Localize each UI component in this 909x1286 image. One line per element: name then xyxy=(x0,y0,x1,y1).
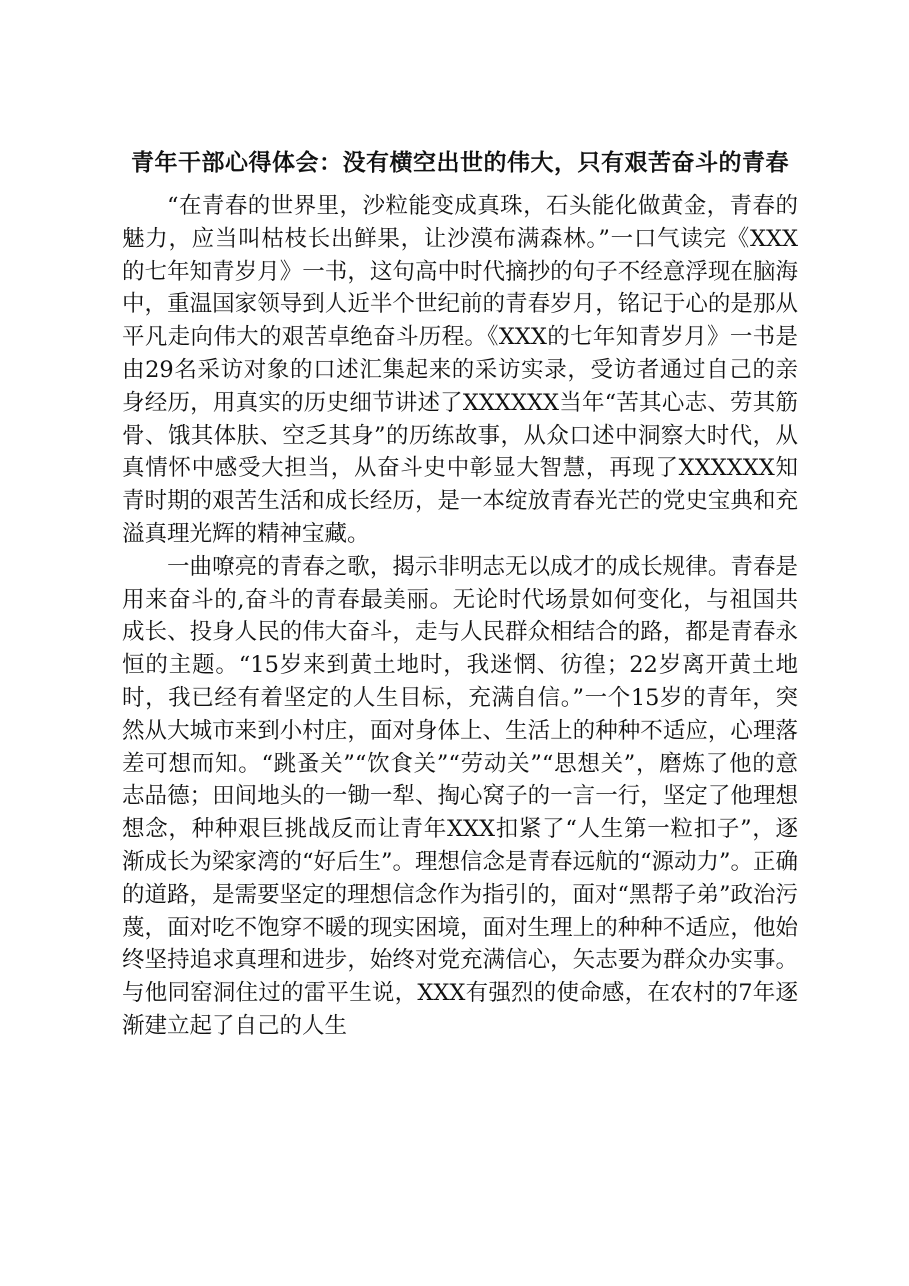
paragraph-1: “在青春的世界里，沙粒能变成真珠，石头能化做黄金，青春的魅力，应当叫枯枝长出鲜果，让沙漠布满森林。”一口气读完《XXX的七年知青岁月》一书，这句高中时代摘抄的句子不经意浮现在脑海中，重温国家领导到人近半个世纪前的青春岁月，铭记于心的是那从平凡走向伟大的艰苦卓绝奋斗历程。《XXX的七年知青岁月》一书是由29名采访对象的口述汇集起来的采访实录，受访者通过自己的亲身经历，用真实的历史细节讲述了XXXXXX当年“苦其心志、劳其筋骨、饿其体肤、空乏其身”的历练故事，从众口述中洞察大时代，从真情怀中感受大担当，从奋斗史中彰显大智慧，再现了XXXXXX知青时期的艰苦生活和成长经历，是一本绽放青春光芒的党史宝典和充溢真理光辉的精神宝藏。 xyxy=(122,193,798,547)
paragraph-2: 一曲嘹亮的青春之歌，揭示非明志无以成才的成长规律。青春是用来奋斗的,奋斗的青春最美丽。无论时代场景如何变化，与祖国共成长、投身人民的伟大奋斗，走与人民群众相结合的路，都是青春永恒的主题。“15岁来到黄土地时，我迷惘、彷徨；22岁离开黄土地时，我已经有着坚定的人生目标，充满自信。”一个15岁的青年，突然从大城市来到小村庄，面对身体上、生活上的种种不适应，心理落差可想而知。“跳蚤关”“饮食关”“劳动关”“思想关”，磨炼了他的意志品德；田间地头的一锄一犁、掏心窝子的一言一行，坚定了他理想想念，种种艰巨挑战反而让青年XXX扣紧了“人生第一粒扣子”，逐渐成长为梁家湾的“好后生”。理想信念是青春远航的“源动力”。正确的道路，是需要坚定的理想信念作为指引的，面对“黑帮子弟”政治污蔑，面对吃不饱穿不暖的现实困境，面对生理上的种种不适应，他始终坚持追求真理和进步，始终对党充满信心，矢志要为群众办实事。与他同窑洞住过的雷平生说，XXX有强烈的使命感，在农村的7年逐渐建立起了自己的人生 xyxy=(122,553,799,1039)
document-title: 青年干部心得体会：没有横空出世的伟大，只有艰苦奋斗的青春 xyxy=(131,149,789,176)
document-body xyxy=(122,190,798,1043)
